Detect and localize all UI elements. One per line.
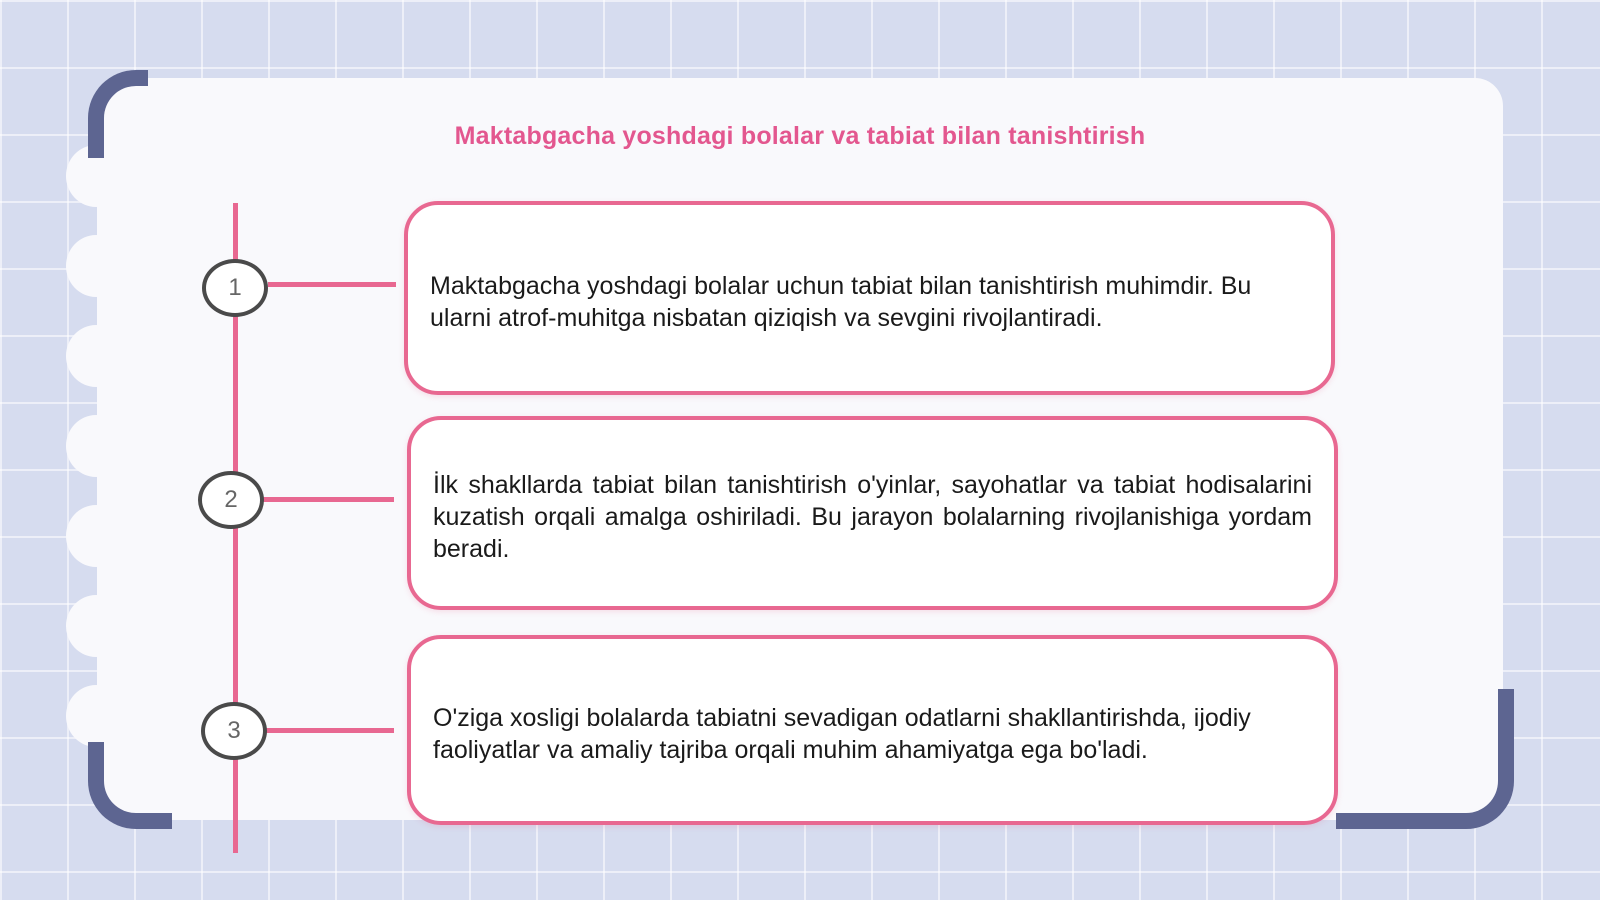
corner-bracket-bottom-right xyxy=(1336,689,1514,829)
notebook-edge-scallop xyxy=(66,595,126,657)
notebook-edge-scallop xyxy=(66,685,126,747)
timeline-connector-1 xyxy=(268,282,396,287)
step-text-2: İlk shakllarda tabiat bilan tanishtirish o'yinlar, sayohatlar va tabiat hodisalarini kuzatish orqali amalga oshiriladi. Bu jarayon bolalarning rivojlanishiga yordam beradi. xyxy=(433,471,1312,563)
step-text-1: Maktabgacha yoshdagi bolalar uchun tabiat bilan tanishtirish muhimdir. Bu ularni atrof-muhitga nisbatan qiziqish va sevgini rivojlantiradi. xyxy=(430,272,1252,332)
step-number-2: 2 xyxy=(198,471,264,529)
step-box-2 xyxy=(407,416,1338,610)
notebook-edge-scallop xyxy=(66,325,126,387)
corner-bracket-bottom-left xyxy=(88,742,172,829)
notebook-edge-scallop xyxy=(66,235,126,297)
notebook-edge-scallop xyxy=(66,415,126,477)
corner-bracket-top-left xyxy=(88,70,148,158)
timeline-connector-2 xyxy=(262,497,394,502)
step-text-3: O'ziga xosligi bolalarda tabiatni sevadigan odatlarni shakllantirishda, ijodiy faoliyatlar va amaliy tajriba orqali muhim ahamiyatga ega bo'ladi. xyxy=(433,704,1251,764)
step-box-1 xyxy=(404,201,1335,395)
notebook-edge-scallop xyxy=(66,505,126,567)
slide-title: Maktabgacha yoshdagi bolalar va tabiat bilan tanishtirish xyxy=(454,122,1146,150)
step-number-3: 3 xyxy=(201,702,267,760)
timeline-connector-3 xyxy=(266,728,394,733)
step-number-1: 1 xyxy=(202,259,268,317)
step-box-3 xyxy=(407,635,1338,825)
